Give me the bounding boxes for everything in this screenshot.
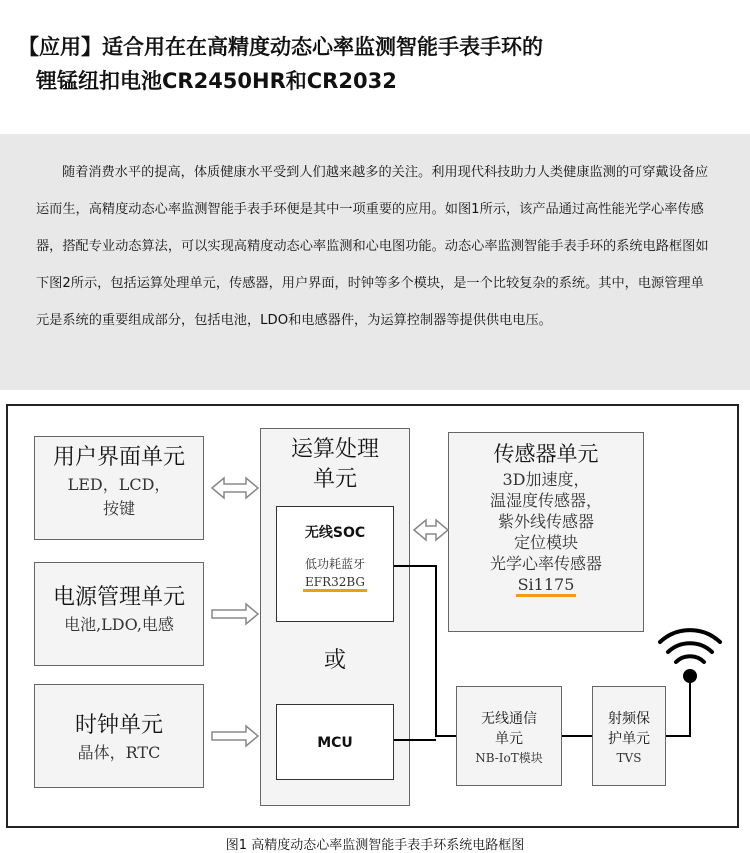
sensor-unit-title: 传感器单元 [493,442,599,466]
sensor-line-5: 光学心率传感器 [489,554,602,573]
ui-unit-line1: LED，LCD， [67,475,171,494]
wireless-line2: 单元 [495,731,523,747]
signal-lines [394,566,690,740]
double-arrow-ui [212,478,258,498]
soc-sub: 低功耗蓝牙 [304,557,365,571]
soc-title: 无线SOC [304,525,366,541]
double-arrow-sensor [414,520,448,540]
arrow-power [212,604,258,624]
clock-unit-line1: 晶体，RTC [77,743,161,762]
block-diagram [6,404,739,828]
page-title [18,30,738,98]
arrow-clock [212,726,258,746]
soc-part: EFR32BG [303,575,367,592]
wireless-line1: 无线通信 [481,711,537,727]
rf-line1: 射频保 [608,711,650,727]
power-unit-title: 电源管理单元 [52,585,185,610]
mcu-title: MCU [317,735,353,751]
sensor-line-3: 紫外线传感器 [497,512,594,531]
intro-section [0,134,750,390]
power-unit-line1: 电池,LDO,电感 [64,615,174,634]
antenna-icon [660,630,720,681]
clock-unit-title: 时钟单元 [74,713,163,738]
rf-line2: 护单元 [608,731,650,747]
title-line-2: 锂锰纽扣电池CR2450HR和CR2032 [36,69,397,93]
rf-line3: TVS [616,751,642,765]
sensor-line-1: 3D加速度， [502,470,590,489]
ui-unit-title: 用户界面单元 [52,445,185,470]
or-label: 或 [323,648,346,673]
sensor-line-4: 定位模块 [513,533,578,552]
cpu-unit-title-2: 单元 [312,467,357,492]
title-line-1: 【应用】适合用在在高精度动态心率监测智能手表手环的 [18,35,543,59]
connectors [8,406,737,826]
wireless-line3: NB-IoT模块 [475,751,543,765]
figure-caption: 图1 高精度动态心率监测智能手表手环系统电路框图 [225,838,525,853]
intro-paragraph: 随着消费水平的提高，体质健康水平受到人们越来越多的关注。利用现代科技助力人类健康监测的可穿戴设备应运而生，高精度动态心率监测智能手表手环便是其中一项重要的应用。如图1所示，该产品通过高性能光学心率传感器，搭配专业动态算法，可以实现高精度动态心率监测和心电图功能。动态心率监测智能手表手环的系统电路框图如下图2所示，包括运算处理单元，传感器，用户界面，时钟等多个模块，是一个比较复杂的系统。其中，电源管理单元是系统的重要组成部分，包括电池，LDO和电感器件，为运算控制器等提供供电电压。 [36,165,709,328]
ui-unit-line2: 按键 [102,499,135,518]
cpu-unit-title-1: 运算处理 [290,437,379,462]
sensor-line-2: 温湿度传感器， [489,491,602,510]
sensor-part: Si1175 [516,575,577,597]
